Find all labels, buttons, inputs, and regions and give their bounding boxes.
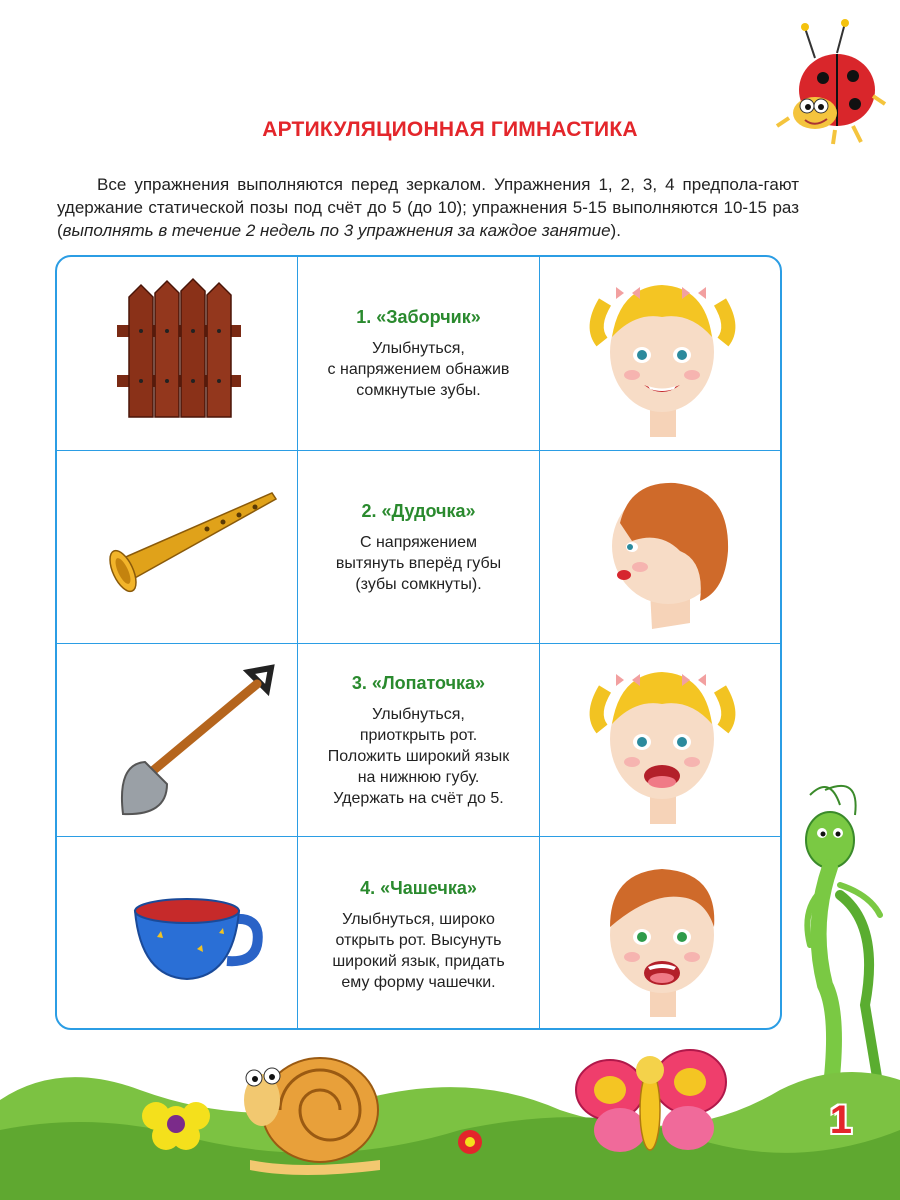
page-number: 1 xyxy=(829,1098,852,1142)
exercise-row xyxy=(57,450,780,644)
exercise-object-cell xyxy=(57,451,297,644)
exercise-title: 3. «Лопаточка» xyxy=(351,672,486,693)
exercise-description: Улыбнуться, широко открыть рот. Высунуть широкий язык, придать ему форму чашечки. xyxy=(332,910,505,991)
boy-mouth-open-icon xyxy=(540,837,782,1030)
girl-smiling-icon xyxy=(540,257,782,450)
exercise-text-cell xyxy=(297,644,540,837)
exercise-text-cell xyxy=(297,837,540,1030)
exercise-description: С напряжением вытянуть вперёд губы (зубы сомкнуты). xyxy=(335,533,502,593)
exercise-table xyxy=(55,255,782,1030)
small-flower-icon xyxy=(458,1130,482,1154)
grass-border xyxy=(0,1020,900,1200)
girl-tongue-icon xyxy=(540,644,782,837)
fence-icon xyxy=(57,257,297,450)
intro-text: Все упражнения выполняются перед зеркалом. Упражнения 1, 2, 3, 4 предпола-гают удержание статической позы под счёт до 5 (до 10); упражнения 5-15 выполняются 10-15 раз ( xyxy=(57,175,799,240)
exercise-face-cell xyxy=(540,451,782,644)
intro-text-italic: выполнять в течение 2 недель по 3 упражнения за каждое занятие xyxy=(62,221,611,240)
exercise-face-cell xyxy=(540,837,782,1030)
exercise-object-cell xyxy=(57,257,297,450)
intro-text-end: ). xyxy=(610,221,621,240)
cup-icon xyxy=(57,837,297,1030)
exercise-face-cell xyxy=(540,644,782,837)
pipe-icon xyxy=(57,451,297,644)
shovel-icon xyxy=(57,644,297,837)
intro-paragraph xyxy=(57,173,799,242)
exercise-row xyxy=(57,836,780,1030)
exercise-title: 2. «Дудочка» xyxy=(361,500,476,521)
boy-profile-icon xyxy=(540,451,782,644)
exercise-object-cell xyxy=(57,644,297,837)
exercise-text-cell xyxy=(297,257,540,450)
exercise-title: 1. «Заборчик» xyxy=(356,306,481,327)
exercise-row xyxy=(57,257,780,450)
page-title: АРТИКУЛЯЦИОННАЯ ГИМНАСТИКА xyxy=(262,118,638,141)
exercise-object-cell xyxy=(57,837,297,1030)
butterfly-icon xyxy=(576,1050,726,1152)
exercise-row xyxy=(57,643,780,837)
exercise-face-cell xyxy=(540,257,782,450)
exercise-description: Улыбнуться, с напряжением обнажив сомкнутые зубы. xyxy=(327,339,510,399)
exercise-description: Улыбнуться, приоткрыть рот. Положить широкий язык на нижнюю губу. Удержать на счёт до 5. xyxy=(327,705,510,807)
exercise-title: 4. «Чашечка» xyxy=(360,877,477,898)
exercise-text-cell xyxy=(297,451,540,644)
